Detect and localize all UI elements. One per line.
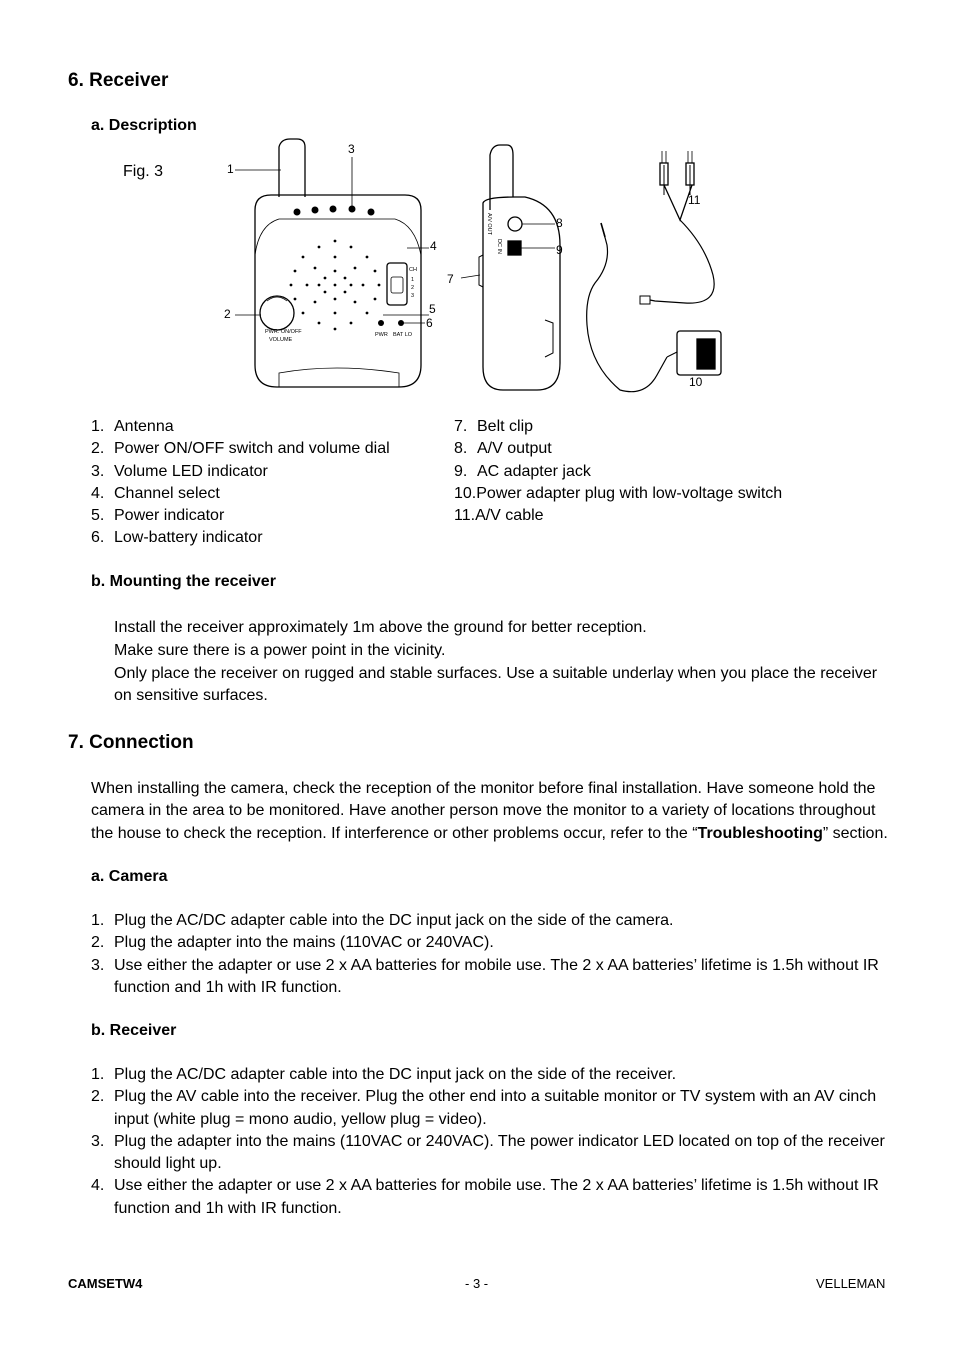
volume-dial-drawing xyxy=(260,296,294,330)
part-item: 3. Volume LED indicator xyxy=(91,462,268,480)
part-item: 6. Low-battery indicator xyxy=(91,529,263,547)
camera-step: 2. Plug the adapter into the mains (110VAC or 240VAC). xyxy=(91,934,494,952)
callout-6: 6 xyxy=(426,316,433,330)
receiver-step: 1. Plug the AC/DC adapter cable into the DC input jack on the side of the receiver. xyxy=(91,1066,677,1083)
mounting-line: Make sure there is a power point in the vicinity. xyxy=(114,642,446,659)
mounting-line: Only place the receiver on rugged and stable surfaces. Use a suitable underlay when you place the receiver xyxy=(114,665,878,682)
callout-10: 10 xyxy=(689,375,703,389)
intro-line: the house to check the reception. If interference or other problems occur, refer to the “Troubleshooting” section. xyxy=(91,824,888,842)
parts-list-right xyxy=(454,416,782,527)
ac-jack-drawing xyxy=(508,241,521,255)
part-item: 10.Power adapter plug with low-voltage switch xyxy=(454,484,783,502)
receiver-step: 4. Use either the adapter or use 2 x AA batteries for mobile use. The 2 x AA batteries’ lifetime is 1.5h without IR xyxy=(91,1177,879,1195)
mounting-line: Install the receiver approximately 1m above the ground for better reception. xyxy=(114,619,647,636)
receiver-steps xyxy=(91,1064,885,1220)
power-led-drawing xyxy=(378,320,384,326)
antenna-drawing xyxy=(279,139,305,197)
camera-step: 3. Use either the adapter or use 2 x AA batteries for mobile use. The 2 x AA batteries’ lifetime is 1.5h without IR xyxy=(91,956,879,974)
description-heading: a. Description xyxy=(91,117,197,134)
part-item: 1. Antenna xyxy=(91,418,174,435)
label-pwr-onoff: PWR. ON/OFF xyxy=(265,329,302,335)
label-dc-in: DC IN xyxy=(496,239,502,254)
callout-5: 5 xyxy=(429,302,436,316)
volume-led-row xyxy=(294,206,375,216)
receiver-step-continued: function and 1h with IR function. xyxy=(114,1199,342,1217)
footer-product-code: CAMSETW4 xyxy=(68,1276,143,1291)
label-pwr: PWR xyxy=(375,332,388,338)
intro-line: When installing the camera, check the reception of the monitor before final installation. Have someone hold the xyxy=(91,780,876,797)
receiver-front-body xyxy=(255,195,421,387)
camera-step: 1. Plug the AC/DC adapter cable into the DC input jack on the side of the camera. xyxy=(91,912,674,929)
battery-led-drawing xyxy=(398,320,404,326)
callout-1: 1 xyxy=(227,162,234,176)
label-ch-2: 2 xyxy=(411,285,415,291)
section-6-heading: 6. Receiver xyxy=(68,70,169,91)
label-ch-3: 3 xyxy=(411,293,415,299)
side-antenna-drawing xyxy=(490,145,513,210)
callout-3: 3 xyxy=(348,142,355,156)
camera-steps xyxy=(91,910,879,999)
camera-step-continued: function and 1h with IR function. xyxy=(114,978,342,996)
part-item: 4. Channel select xyxy=(91,484,220,502)
part-item: 7. Belt clip xyxy=(454,418,534,435)
callout-2: 2 xyxy=(224,307,231,321)
receiver-step-continued: input (white plug = mono audio, yellow plug = video). xyxy=(114,1110,487,1128)
receiver-heading: b. Receiver xyxy=(91,1022,177,1039)
mounting-heading: b. Mounting the receiver xyxy=(91,573,276,590)
receiver-step: 2. Plug the AV cable into the receiver. Plug the other end into a suitable monitor or TV system with an AV cinch xyxy=(91,1088,877,1106)
callout-4: 4 xyxy=(430,239,437,253)
speaker-grille xyxy=(290,240,381,331)
label-ch: CH xyxy=(409,267,417,273)
footer-page-number: - 3 - xyxy=(465,1276,489,1291)
intro-line: camera in the area to be monitored. Have another person move the monitor to a variety of locations throughout xyxy=(91,802,876,820)
part-item: 8. A/V output xyxy=(454,440,552,458)
callout-9: 9 xyxy=(556,243,563,257)
callout-8: 8 xyxy=(556,216,563,230)
mounting-line: on sensitive surfaces. xyxy=(114,687,268,704)
part-item: 11.A/V cable xyxy=(454,507,544,525)
callout-7: 7 xyxy=(447,272,454,286)
label-volume: VOLUME xyxy=(269,337,293,343)
part-item: 2. Power ON/OFF switch and volume dial xyxy=(91,440,390,458)
section-7-heading: 7. Connection xyxy=(68,732,194,753)
label-ch-1: 1 xyxy=(411,277,415,283)
camera-heading: a. Camera xyxy=(91,868,168,885)
footer-brand: VELLEMAN xyxy=(816,1276,886,1291)
part-item: 9. AC adapter jack xyxy=(454,462,591,480)
figure-label: Fig. 3 xyxy=(123,163,164,180)
receiver-step-continued: should light up. xyxy=(114,1155,222,1173)
part-item: 5. Power indicator xyxy=(91,507,225,525)
callout-11: 11 xyxy=(688,193,701,207)
receiver-step: 3. Plug the adapter into the mains (110VAC or 240VAC). The power indicator LED located on top of the receiver xyxy=(91,1132,885,1150)
label-bat-lo: BAT LO xyxy=(393,332,413,338)
channel-switch-drawing xyxy=(387,263,407,305)
connection-intro xyxy=(91,778,888,845)
av-output-drawing xyxy=(508,217,522,231)
label-av-out: A/V OUT xyxy=(486,213,492,236)
parts-list-left xyxy=(91,416,390,550)
adapter-cable-drawing xyxy=(587,230,667,392)
troubleshooting-reference: Troubleshooting xyxy=(697,824,823,842)
receiver-figure xyxy=(215,135,745,400)
